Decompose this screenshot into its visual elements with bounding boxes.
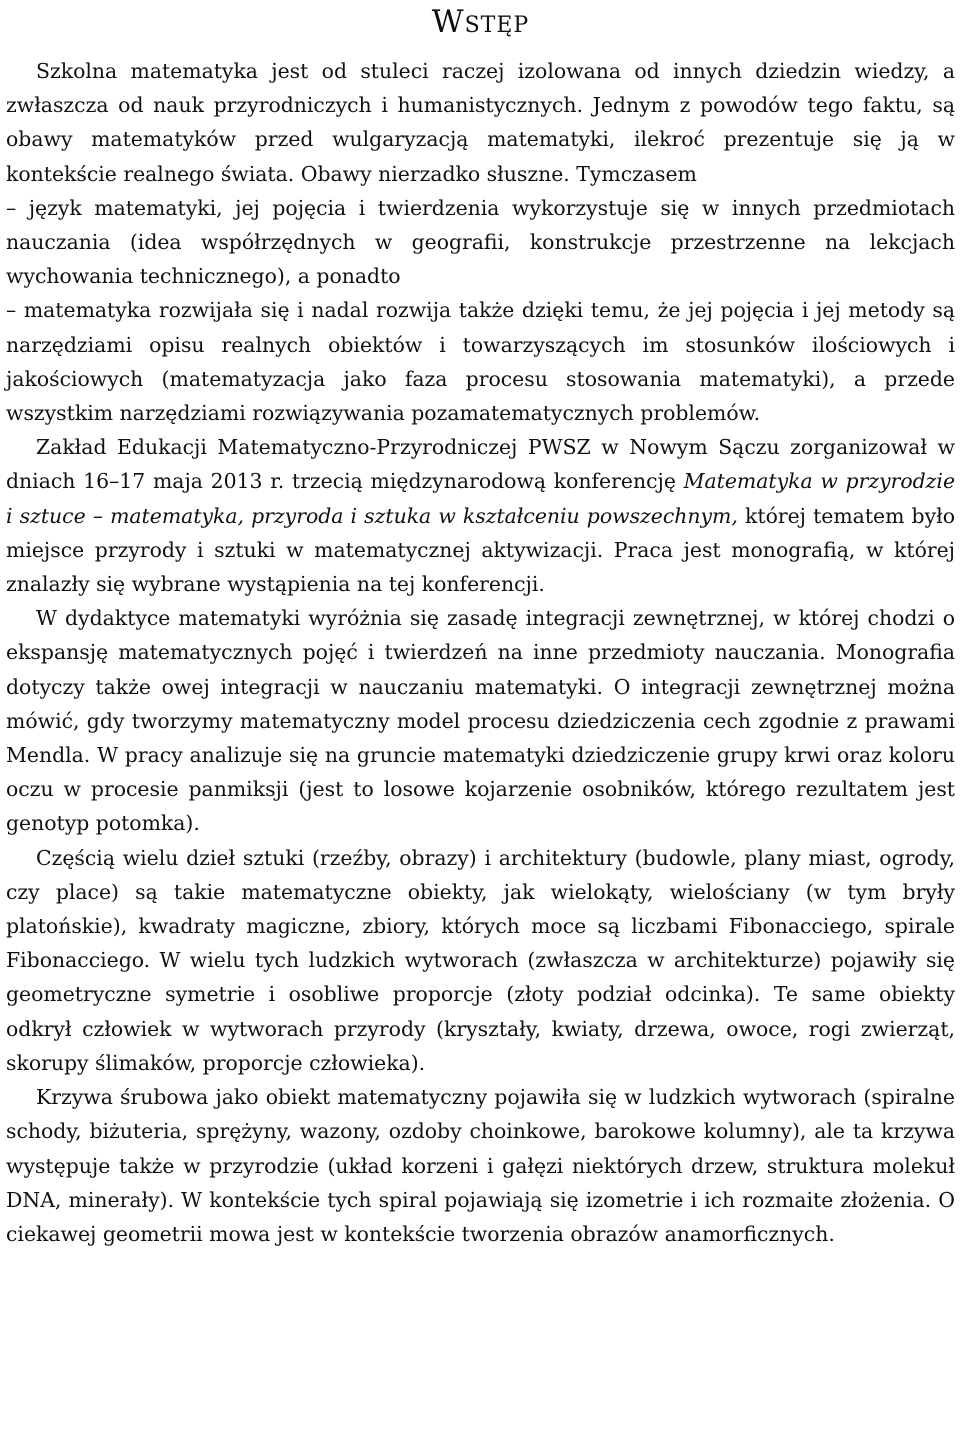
conference-title: Matematyka w przyrodzie i sztuce – matematyka, przyroda i sztuka w kształceniu powszechnym,: [6, 469, 956, 528]
paragraph-art: Częścią wielu dzieł sztuki (rzeźby, obrazy) i architektury (budowle, plany miast, ogrody, czy place) są takie matematyczne obiekty, jak wielokąty, wielościany (w tym bryły platońskie), kwadraty magiczne, zbiory, których moce są liczbami Fibonacciego, spirale Fibonacciego. W wielu tych ludzkich wytworach (zwłaszcza w architekturze) pojawiły się geometryczne symetrie i osobliwe proporcje (złoty podział odcinka). Te same obiekty odkrył człowiek w wytworach przyrody (kryształy, kwiaty, drzewa, owoce, rogi zwierząt, skorupy ślimaków, proporcje człowieka).: [6, 845, 955, 1075]
paragraph-integration: W dydaktyce matematyki wyróżnia się zasadę integracji zewnętrznej, w której chodzi o ekspansję matematycznych pojęć i twierdzeń na inne przedmioty nauczania. Monografia dotyczy także owej integracji w nauczaniu matematyki. O integracji zewnętrznej można mówić, gdy tworzymy matematyczny model procesu dziedziczenia cech zgodnie z prawami Mendla. W pracy analizuje się na gruncie matematyki dziedziczenie grupy krwi oraz koloru oczu w procesie panmiksji (jest to losowe kojarzenie osobników, którego rezultatem jest genotyp potomka).: [6, 606, 955, 836]
chapter-title: Wstęp: [431, 4, 530, 40]
paragraph-list-item-2: – matematyka rozwijała się i nadal rozwija także dzięki temu, że jej pojęcia i jej metody są narzędziami opisu realnych obiektów i towarzyszących im stosunków ilościowych i jakościowych (matematyzacja jako faza procesu stosowania matematyki), a przede wszystkim narzędziami rozwiązywania pozamatematycznych problemów.: [6, 298, 955, 426]
body-text: [6, 54, 955, 1251]
paragraph-conference: [6, 430, 955, 601]
conference-text-before: Zakład Edukacji Matematyczno-Przyrodniczej PWSZ w Nowym Sączu zorganizował w dniach 16–17 maja 2013 r. trzecią międzynarodową konferencję: [6, 435, 955, 494]
conference-text-after: której tematem było miejsce przyrody i sztuki w matematycznej aktywizacji. Praca jest monografią, w której znalazły się wybrane wystąpienia na tej konferencji.: [6, 503, 956, 597]
paragraph-helix: Krzywa śrubowa jako obiekt matematyczny pojawiła się w ludzkich wytworach (spiralne schody, biżuteria, sprężyny, wazony, ozdoby choinkowe, barokowe kolumny), ale ta krzywa występuje także w przyrodzie (układ korzeni i gałęzi niektórych drzew, struktura molekuł DNA, minerały). W kontekście tych spiral pojawiają się izometrie i ich rozmaite złożenia. O ciekawej geometrii mowa jest w kontekście tworzenia obrazów anamorficznych.: [6, 1085, 955, 1246]
paragraph-intro: Szkolna matematyka jest od stuleci raczej izolowana od innych dziedzin wiedzy, a zwłaszcza od nauk przyrodniczych i humanistycznych. Jednym z powodów tego faktu, są obawy matematyków przed wulgaryzacją matematyki, ilekroć prezentuje się ją w kontekście realnego świata. Obawy nierzadko słuszne. Tymczasem: [6, 59, 955, 186]
paragraph-list-item-1: – język matematyki, jej pojęcia i twierdzenia wykorzystuje się w innych przedmiotach nauczania (idea współrzędnych w geografii, konstrukcje przestrzenne na lekcjach wychowania technicznego), a ponadto: [6, 195, 955, 289]
